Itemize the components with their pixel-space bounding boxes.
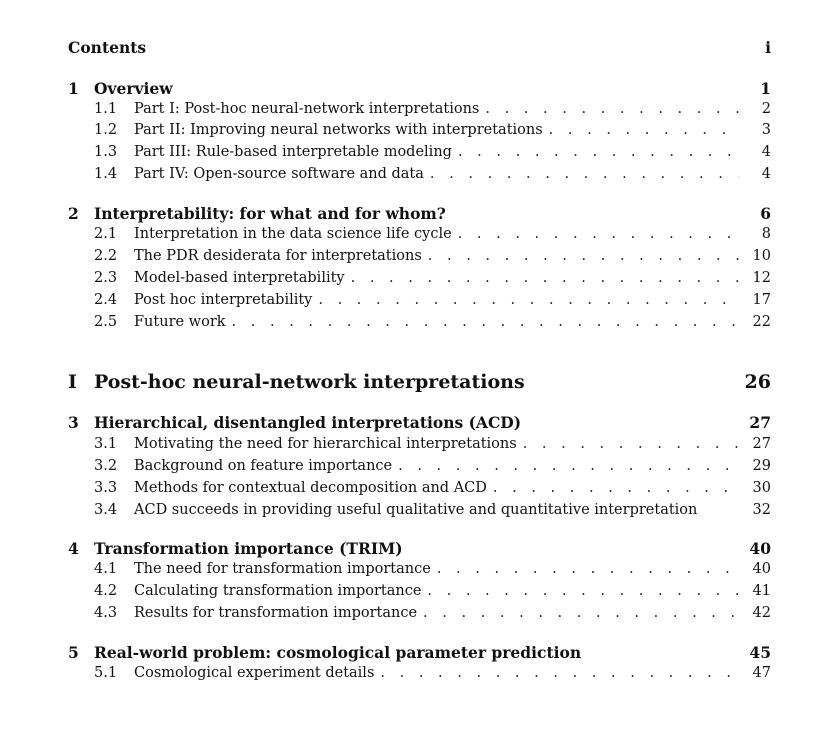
toc-chapter-entry[interactable] (68, 413, 771, 435)
toc-section-entry[interactable] (68, 665, 771, 687)
entry-page-number: 1 (760, 79, 771, 98)
dot-leader (430, 166, 739, 182)
entry-title: Background on feature importance (134, 458, 393, 474)
entry-number: 2.3 (94, 270, 118, 286)
dot-leader (493, 480, 739, 496)
dot-leader (232, 314, 739, 330)
dot-leader (380, 665, 739, 681)
entry-page-number: 30 (752, 480, 771, 496)
toc-chapter-entry[interactable] (68, 643, 771, 665)
toc-section-entry[interactable] (68, 605, 771, 627)
entry-page-number: 2 (761, 101, 771, 117)
entry-title: Future work (134, 314, 226, 330)
entry-page-number: 32 (752, 502, 771, 518)
dot-leader (523, 436, 739, 452)
entry-title: Transformation importance (TRIM) (94, 539, 403, 558)
toc-section-entry[interactable] (68, 480, 771, 502)
entry-title: Part II: Improving neural networks with interpretations (134, 122, 543, 138)
entry-number: 4 (68, 539, 79, 558)
toc-section-entry[interactable] (68, 314, 771, 336)
entry-title: Hierarchical, disentangled interpretations (ACD) (94, 413, 522, 432)
entry-number: I (68, 371, 77, 393)
entry-number: 5 (68, 643, 79, 662)
toc-section-entry[interactable] (68, 248, 771, 270)
toc-section-entry[interactable] (68, 270, 771, 292)
contents-title: Contents (68, 38, 147, 57)
toc-section-entry[interactable] (68, 226, 771, 248)
dot-leader (458, 226, 739, 242)
entry-title: Part I: Post-hoc neural-network interpretations (134, 101, 480, 117)
entry-number: 1 (68, 79, 79, 98)
entry-title: Real-world problem: cosmological parameter prediction (94, 643, 582, 662)
entry-title: Interpretability: for what and for whom? (94, 204, 446, 223)
entry-number: 1.2 (94, 122, 118, 138)
dot-leader (428, 248, 739, 264)
dot-leader (485, 101, 739, 117)
entry-page-number: 47 (752, 665, 771, 681)
entry-page-number: 4 (761, 144, 771, 160)
toc-section-entry[interactable] (68, 436, 771, 458)
entry-number: 4.3 (94, 605, 118, 621)
entry-number: 1.3 (94, 144, 118, 160)
entry-title: Model-based interpretability (134, 270, 345, 286)
entry-page-number: 4 (761, 166, 771, 182)
toc-chapter-entry[interactable] (68, 539, 771, 561)
toc-part-entry[interactable] (68, 371, 771, 393)
dot-leader (549, 122, 739, 138)
entry-number: 3 (68, 413, 79, 432)
entry-number: 1.4 (94, 166, 118, 182)
dot-leader (437, 561, 739, 577)
entry-page-number: 6 (760, 204, 771, 223)
dot-leader (427, 583, 739, 599)
toc-section-entry[interactable] (68, 101, 771, 123)
entry-title: Post hoc interpretability (134, 292, 313, 308)
toc-chapter-entry[interactable] (68, 204, 771, 226)
toc-section-entry[interactable] (68, 583, 771, 605)
entry-number: 4.1 (94, 561, 118, 577)
entry-title: Calculating transformation importance (134, 583, 422, 599)
dot-leader (398, 458, 739, 474)
entry-title: Methods for contextual decomposition and ACD (134, 480, 487, 496)
entry-page-number: 17 (752, 292, 771, 308)
toc-section-entry[interactable] (68, 292, 771, 314)
toc-section-entry[interactable] (68, 561, 771, 583)
dot-leader (318, 292, 739, 308)
entry-title: Part IV: Open-source software and data (134, 166, 424, 182)
entry-page-number: 10 (752, 248, 771, 264)
entry-page-number: 8 (761, 226, 771, 242)
entry-title: Interpretation in the data science life cycle (134, 226, 452, 242)
entry-page-number: 42 (752, 605, 771, 621)
entry-page-number: 29 (752, 458, 771, 474)
entry-page-number: 26 (744, 371, 771, 393)
entry-page-number: 45 (749, 643, 771, 662)
entry-page-number: 40 (749, 539, 771, 558)
entry-title: Part III: Rule-based interpretable modeling (134, 144, 452, 160)
entry-title: Overview (94, 79, 173, 98)
entry-number: 3.4 (94, 502, 118, 518)
toc-section-entry[interactable] (68, 502, 771, 524)
entry-number: 2.5 (94, 314, 118, 330)
dot-leader (351, 270, 739, 286)
entry-number: 1.1 (94, 101, 118, 117)
dot-leader (458, 144, 739, 160)
entry-page-number: 27 (752, 436, 771, 452)
entry-page-number: 27 (749, 413, 771, 432)
entry-number: 2.4 (94, 292, 118, 308)
entry-title: ACD succeeds in providing useful qualitative and quantitative interpretation (134, 502, 698, 518)
toc-section-entry[interactable] (68, 144, 771, 166)
contents-page-number: i (765, 38, 771, 57)
entry-page-number: 12 (752, 270, 771, 286)
entry-title: The need for transformation importance (134, 561, 431, 577)
entry-number: 4.2 (94, 583, 118, 599)
entry-title: Post-hoc neural-network interpretations (94, 371, 525, 393)
entry-page-number: 22 (752, 314, 771, 330)
entry-number: 3.2 (94, 458, 118, 474)
entry-number: 3.1 (94, 436, 118, 452)
entry-title: The PDR desiderata for interpretations (134, 248, 422, 264)
entry-page-number: 3 (761, 122, 771, 138)
entry-title: Motivating the need for hierarchical interpretations (134, 436, 517, 452)
entry-page-number: 40 (752, 561, 771, 577)
entry-title: Cosmological experiment details (134, 665, 375, 681)
dot-leader (423, 605, 739, 621)
entry-number: 5.1 (94, 665, 118, 681)
toc-section-entry[interactable] (68, 458, 771, 480)
entry-number: 2.2 (94, 248, 118, 264)
entry-number: 2.1 (94, 226, 118, 242)
entry-number: 2 (68, 204, 79, 223)
entry-page-number: 41 (752, 583, 771, 599)
toc-section-entry[interactable] (68, 166, 771, 188)
contents-header (68, 38, 771, 57)
toc-chapter-entry[interactable] (68, 79, 771, 101)
toc-section-entry[interactable] (68, 122, 771, 144)
entry-number: 3.3 (94, 480, 118, 496)
entry-title: Results for transformation importance (134, 605, 418, 621)
